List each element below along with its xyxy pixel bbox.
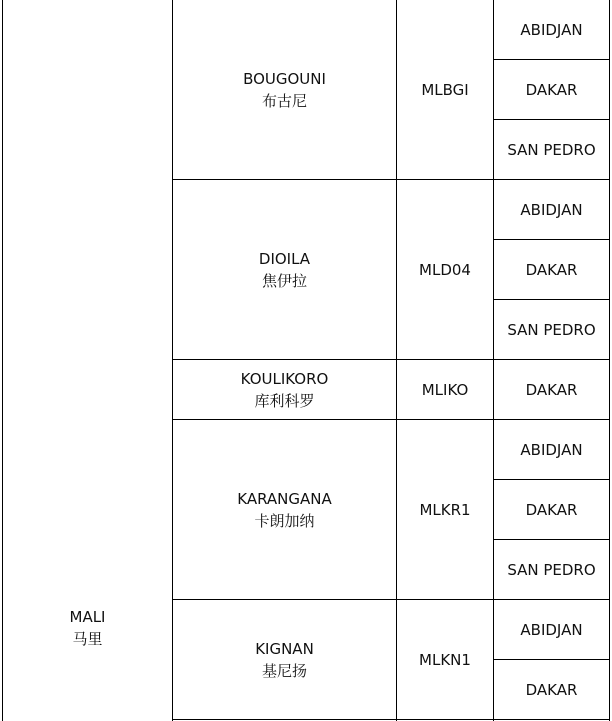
port-cell — [494, 120, 609, 179]
port-name: ABIDJAN — [520, 440, 583, 459]
port-name: DAKAR — [525, 380, 578, 399]
city-name: KOULIKORO — [240, 369, 329, 388]
port-name: SAN PEDRO — [507, 320, 596, 339]
city-name-cn: 卡朗加纳 — [254, 511, 315, 530]
port-cell — [494, 480, 609, 539]
port-cell — [494, 420, 609, 479]
city-code-cell — [397, 600, 493, 719]
city-name: DIOILA — [258, 249, 311, 268]
port-cell — [494, 660, 609, 719]
city-name-cn: 基尼扬 — [261, 661, 307, 680]
port-name: ABIDJAN — [520, 620, 583, 639]
city-code: MLKN1 — [419, 650, 471, 669]
port-cell — [494, 300, 609, 359]
port-name: DAKAR — [525, 500, 578, 519]
port-cell — [494, 540, 609, 599]
city-code-cell — [397, 180, 493, 359]
city-name-cn: 焦伊拉 — [261, 271, 307, 290]
city-cell — [173, 180, 396, 359]
port-cell — [494, 0, 609, 59]
port-cell — [494, 240, 609, 299]
city-name-cn: 布古尼 — [261, 91, 307, 110]
port-name: SAN PEDRO — [507, 140, 596, 159]
port-cell — [494, 180, 609, 239]
city-cell — [173, 0, 396, 179]
city-code-cell — [397, 360, 493, 419]
city-code: MLBGI — [421, 80, 469, 99]
port-name: ABIDJAN — [520, 200, 583, 219]
city-code-cell — [397, 0, 493, 179]
city-name: BOUGOUNI — [243, 69, 326, 88]
city-code-cell — [397, 420, 493, 599]
city-cell — [173, 360, 396, 419]
city-code: MLD04 — [419, 260, 471, 279]
city-cell — [173, 420, 396, 599]
port-cell — [494, 600, 609, 659]
city-cell — [173, 600, 396, 719]
city-name: KARANGANA — [237, 489, 332, 508]
city-name-cn: 库利科罗 — [254, 391, 315, 410]
city-name: KIGNAN — [255, 639, 314, 658]
row-divider — [172, 719, 610, 720]
port-name: SAN PEDRO — [507, 560, 596, 579]
port-name: DAKAR — [525, 80, 578, 99]
port-cell — [494, 60, 609, 119]
country-name: MALI — [69, 608, 106, 626]
port-name: DAKAR — [525, 680, 578, 699]
city-code: MLIKO — [421, 380, 469, 399]
port-name: ABIDJAN — [520, 20, 583, 39]
port-cell — [494, 360, 609, 419]
country-cell — [3, 598, 172, 658]
country-name-cn: 马里 — [72, 630, 103, 648]
port-name: DAKAR — [525, 260, 578, 279]
table-border-right — [609, 0, 610, 721]
city-code: MLKR1 — [419, 500, 471, 519]
